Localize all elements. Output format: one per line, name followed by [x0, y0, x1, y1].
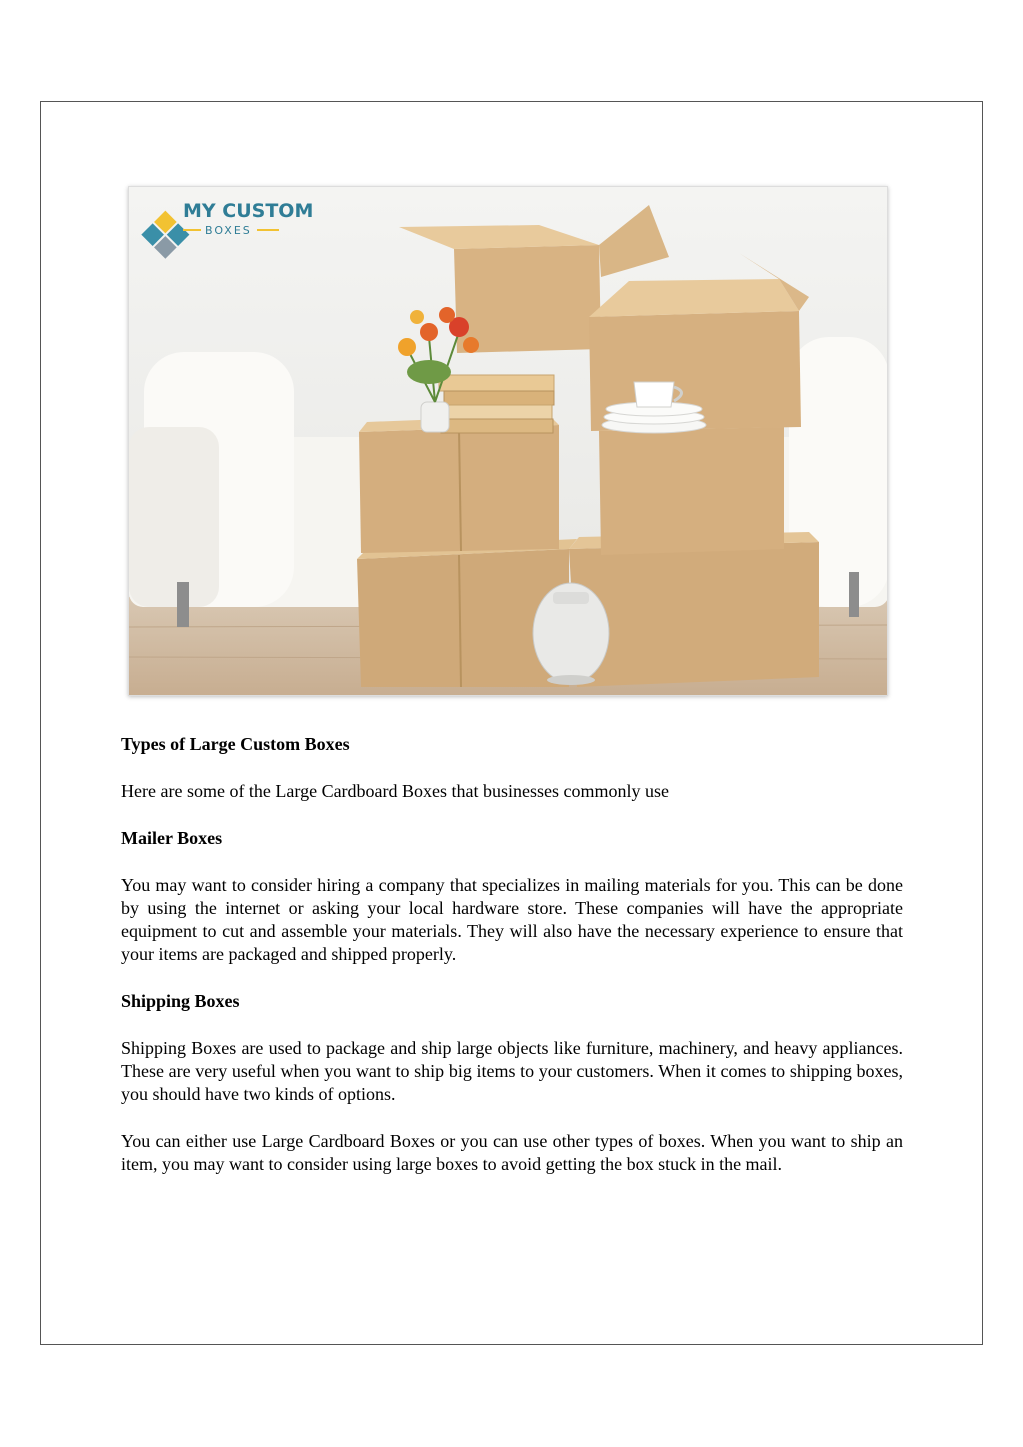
stack-of-cardboard-boxes-icon	[129, 187, 888, 696]
mailer-boxes-paragraph: You may want to consider hiring a company that specializes in mailing materials for you. This can be done by using the internet or asking your local hardware store. These companies will have the appropriate equipment to cut and assemble your materials. They will also have the necessary experience to ensure that your items are packaged and shipped properly.	[121, 875, 903, 964]
shipping-boxes-heading: Shipping Boxes	[121, 991, 240, 1011]
section-title: Types of Large Custom Boxes	[121, 734, 350, 754]
logo-line1: MY CUSTOM	[183, 200, 314, 222]
hero-image	[128, 186, 888, 696]
mailer-boxes-heading: Mailer Boxes	[121, 828, 223, 848]
intro-paragraph: Here are some of the Large Cardboard Boxes that businesses commonly use	[121, 781, 670, 801]
box-middle-right	[599, 417, 784, 555]
book-stack	[434, 375, 554, 433]
box-bottom-right	[569, 532, 819, 687]
closing-paragraph: You can either use Large Cardboard Boxes or you can use other types of boxes. When you want to ship an item, you may want to consider using large boxes to avoid getting the box stuck in the mail.	[121, 1131, 903, 1174]
shipping-boxes-paragraph: Shipping Boxes are used to package and ship large objects like furniture, machinery, and heavy appliances. These are very useful when you want to ship big items to your customers. When it comes to shipping boxes, you should have two kinds of options.	[121, 1038, 903, 1104]
box-middle-left	[359, 415, 559, 553]
logo-line2: BOXES	[205, 224, 252, 237]
article-content	[121, 733, 903, 1176]
